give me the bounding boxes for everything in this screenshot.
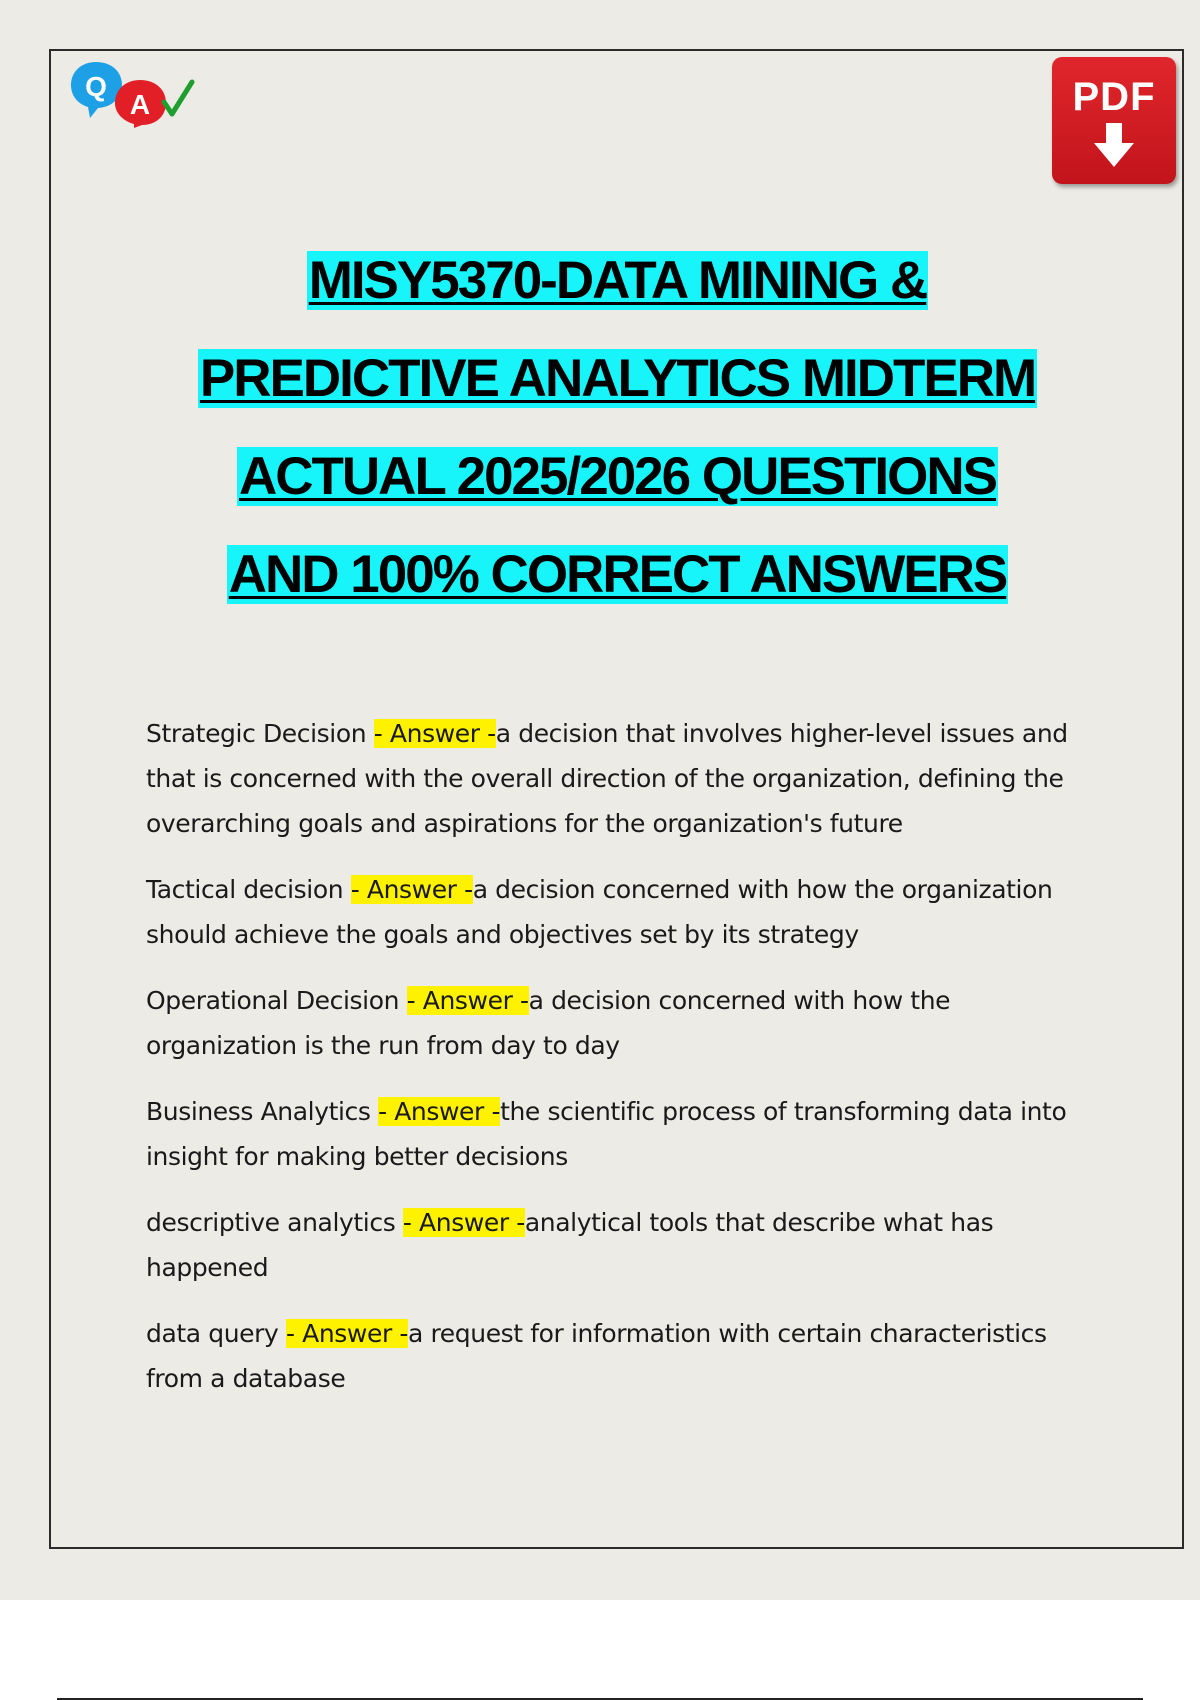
term: Business Analytics: [146, 1097, 379, 1126]
logo-a-letter: A: [129, 89, 151, 120]
title-line: ACTUAL 2025/2026 QUESTIONS: [238, 447, 997, 506]
title-line: MISY5370-DATA MINING &: [308, 251, 927, 310]
pdf-label: PDF: [1072, 75, 1156, 119]
download-arrow-icon: [1092, 121, 1136, 169]
qa-item: [146, 978, 1096, 1068]
answer-tag: - Answer -: [350, 875, 473, 904]
term: Tactical decision: [146, 875, 351, 904]
qa-item: [146, 711, 1096, 846]
qa-item: [146, 1311, 1096, 1401]
answer-tag: - Answer -: [378, 1097, 501, 1126]
qa-item: [146, 867, 1096, 957]
definition: analytical tools that describe what has happened: [146, 1208, 994, 1282]
definition: a decision concerned with how the organization should achieve the goals and objectives set by its strategy: [146, 875, 1053, 949]
term: descriptive analytics: [146, 1208, 403, 1237]
answer-tag: - Answer -: [285, 1319, 408, 1348]
term: Operational Decision: [146, 986, 407, 1015]
pdf-download-button[interactable]: [1052, 57, 1176, 184]
definition: a decision that involves higher-level issues and that is concerned with the overall direction of the organization, defining the overarching goals and aspirations for the organization's future: [146, 719, 1068, 838]
definition: the scientific process of transforming data into insight for making better decisions: [146, 1097, 1067, 1171]
title-line: AND 100% CORRECT ANSWERS: [228, 545, 1007, 604]
answer-tag: - Answer -: [402, 1208, 525, 1237]
qa-check-logo-icon: [68, 58, 198, 128]
answer-tag: - Answer -: [373, 719, 496, 748]
title-line: PREDICTIVE ANALYTICS MIDTERM: [199, 349, 1036, 408]
qa-item: [146, 1089, 1096, 1179]
answer-tag: - Answer -: [406, 986, 529, 1015]
definition: a decision concerned with how the organization is the run from day to day: [146, 986, 951, 1060]
qa-list: [146, 711, 1096, 1422]
document-title: [60, 232, 1175, 624]
logo-q-letter: Q: [85, 71, 107, 102]
definition: a request for information with certain characteristics from a database: [146, 1319, 1047, 1393]
qa-item: [146, 1200, 1096, 1290]
term: data query: [146, 1319, 286, 1348]
term: Strategic Decision: [146, 719, 374, 748]
